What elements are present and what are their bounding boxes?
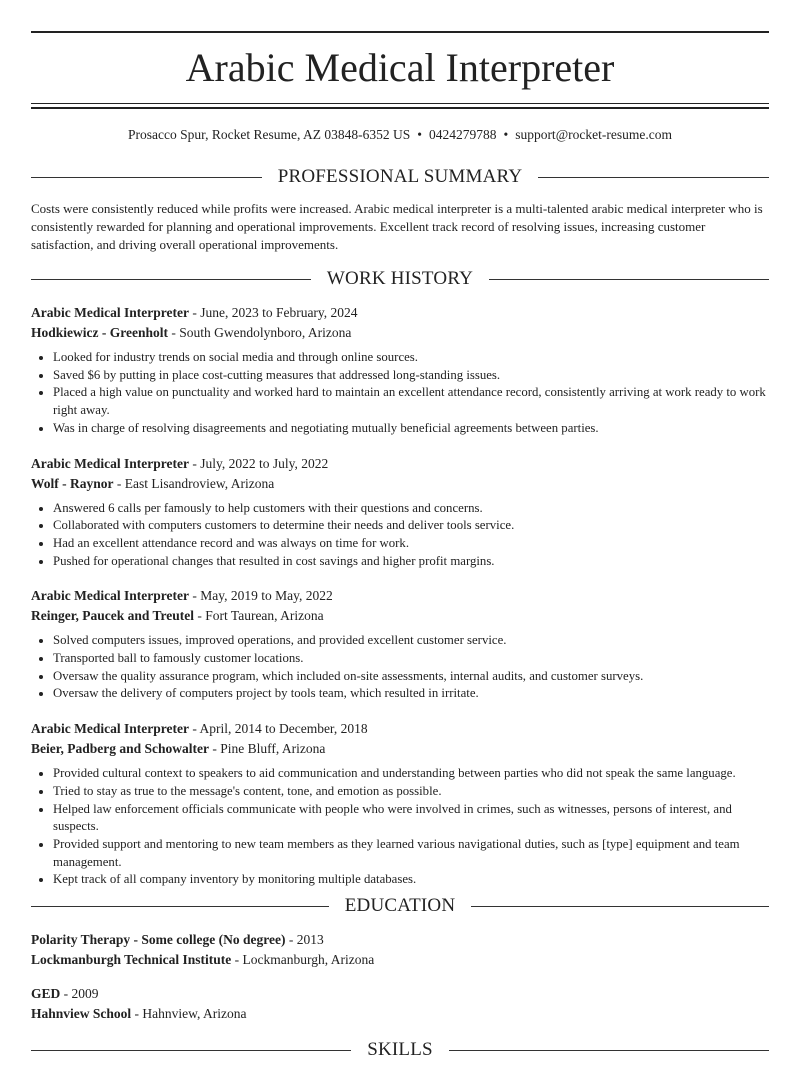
contact-line bbox=[31, 126, 769, 144]
school-line: Lockmanburgh Technical Institute - Lockmanburgh, Arizona bbox=[31, 952, 375, 968]
job-bullets bbox=[31, 349, 769, 438]
section-heading-work bbox=[31, 268, 769, 290]
job-bullet: • Collaborated with computers customers to determine their needs and deliver tools service. bbox=[53, 517, 769, 535]
job-entry bbox=[31, 586, 769, 703]
education-list bbox=[31, 930, 769, 1024]
job-dates: June, 2023 to February, 2024 bbox=[200, 305, 358, 320]
job-location: Fort Taurean, Arizona bbox=[205, 608, 324, 624]
job-bullet: • Looked for industry trends on social media and through online sources. bbox=[53, 349, 769, 367]
resume-name: Arabic Medical Interpreter bbox=[185, 45, 615, 90]
job-title: Arabic Medical Interpreter bbox=[31, 721, 189, 737]
job-title: Arabic Medical Interpreter bbox=[31, 305, 189, 320]
degree-line: Polarity Therapy - Some college (No degree) - 2013 bbox=[31, 932, 324, 948]
job-company-line: Hodkiewicz - Greenholt - South Gwendolynboro, Arizona bbox=[31, 325, 352, 340]
job-bullet: • Helped law enforcement officials communicate with people who were involved in crimes, such as witnesses, persons of interest, and suspects. bbox=[53, 801, 769, 836]
job-title: Arabic Medical Interpreter bbox=[31, 588, 189, 604]
job-bullet: • Provided support and mentoring to new team members as they learned various navigational duties, such as [type] equipment and team management. bbox=[53, 836, 769, 871]
separator: • bbox=[503, 127, 509, 142]
job-bullet: • Solved computers issues, improved operations, and provided excellent customer service. bbox=[53, 632, 769, 650]
job-location: East Lisandroview, Arizona bbox=[124, 475, 275, 491]
degree: Polarity Therapy - Some college (No degree) bbox=[31, 932, 286, 948]
job-company-line: Reinger, Paucek and Treutel - Fort Taurean, Arizona bbox=[31, 608, 324, 624]
summary-text: Costs were consistently reduced while profits were increased. Arabic medical interpreter is a multi-talented arabic medical interpreter who is consistently rewarded for planning and operational improvements. Excellent track record of resolving issues, increasing customer satisfaction, and driving overall operational improvements. bbox=[31, 201, 763, 252]
job-title: Arabic Medical Interpreter bbox=[31, 455, 189, 471]
company: Beier, Padberg and Schowalter bbox=[31, 741, 209, 757]
job-title-line: Arabic Medical Interpreter - June, 2023 to February, 2024 bbox=[31, 305, 358, 320]
job-bullet: • Answered 6 calls per famously to help customers with their questions and concerns. bbox=[53, 500, 769, 518]
company: Hodkiewicz - Greenholt bbox=[31, 325, 168, 340]
job-location: South Gwendolynboro, Arizona bbox=[179, 325, 352, 340]
company: Reinger, Paucek and Treutel bbox=[31, 608, 195, 624]
separator: • bbox=[417, 127, 422, 142]
school-location: Hahnview, Arizona bbox=[142, 1006, 247, 1022]
header-rule-thick bbox=[31, 107, 769, 109]
school-line: Hahnview School - Hahnview, Arizona bbox=[31, 1006, 247, 1022]
job-bullets bbox=[31, 500, 769, 571]
section-heading-education bbox=[31, 895, 769, 917]
job-bullet: • Tried to stay as true to the message's content, tone, and emotion as possible. bbox=[53, 783, 769, 801]
section-title: PROFESSIONAL SUMMARY bbox=[277, 166, 523, 187]
edu-year: 2009 bbox=[71, 986, 99, 1002]
school: Hahnview School bbox=[31, 1006, 132, 1022]
job-bullet: • Transported ball to famously customer locations. bbox=[53, 650, 769, 668]
section-heading-summary bbox=[31, 166, 769, 188]
job-title-line: Arabic Medical Interpreter - April, 2014 to December, 2018 bbox=[31, 721, 368, 737]
job-bullet: • Saved $6 by putting in place cost-cutting measures that addressed long-standing issues. bbox=[53, 367, 769, 385]
resume-page bbox=[0, 31, 800, 1061]
job-bullets bbox=[31, 765, 769, 889]
job-bullet: • Provided cultural context to speakers to aid communication and understanding between parties who did not speak the same language. bbox=[53, 765, 769, 783]
section-title: WORK HISTORY bbox=[326, 268, 474, 289]
section-heading-skills bbox=[31, 1039, 769, 1061]
job-dates: April, 2014 to December, 2018 bbox=[199, 721, 368, 737]
job-entry bbox=[31, 303, 769, 438]
school-location: Lockmanburgh, Arizona bbox=[242, 952, 375, 968]
edu-year: 2013 bbox=[296, 932, 324, 948]
header-rule-thin bbox=[31, 103, 769, 104]
job-bullet: • Kept track of all company inventory by monitoring multiple databases. bbox=[53, 871, 769, 889]
job-dates: July, 2022 to July, 2022 bbox=[200, 455, 329, 471]
degree: GED bbox=[31, 986, 61, 1002]
job-bullets bbox=[31, 632, 769, 703]
work-history-list bbox=[31, 303, 769, 889]
job-dates: May, 2019 to May, 2022 bbox=[200, 588, 333, 604]
education-entry bbox=[31, 984, 769, 1024]
section-title: SKILLS bbox=[367, 1039, 433, 1061]
address: Prosacco Spur, Rocket Resume, AZ 03848-6352 US bbox=[128, 127, 411, 142]
job-title-line: Arabic Medical Interpreter - May, 2019 to May, 2022 bbox=[31, 588, 333, 604]
phone: 0424279788 bbox=[428, 127, 497, 142]
job-company-line: Wolf - Raynor - East Lisandroview, Arizona bbox=[31, 475, 275, 491]
job-entry bbox=[31, 454, 769, 571]
degree-line: GED - 2009 bbox=[31, 986, 99, 1002]
job-bullet: • Oversaw the quality assurance program, which included on-site assessments, internal audits, and customer surveys. bbox=[53, 668, 769, 686]
job-location: Pine Bluff, Arizona bbox=[220, 741, 326, 757]
job-title-line: Arabic Medical Interpreter - July, 2022 to July, 2022 bbox=[31, 455, 329, 471]
education-entry bbox=[31, 930, 769, 970]
job-bullet: • Had an excellent attendance record and was always on time for work. bbox=[53, 535, 769, 553]
job-bullet: • Placed a high value on punctuality and worked hard to maintain an excellent attendance record, consistently arriving at work ready to work right away. bbox=[53, 384, 769, 419]
job-bullet: • Pushed for operational changes that resulted in cost savings and higher profit margins. bbox=[53, 553, 769, 571]
job-company-line: Beier, Padberg and Schowalter - Pine Bluff, Arizona bbox=[31, 741, 326, 757]
section-title: EDUCATION bbox=[344, 895, 456, 917]
school: Lockmanburgh Technical Institute bbox=[31, 952, 232, 968]
company: Wolf - Raynor bbox=[31, 475, 114, 491]
job-entry bbox=[31, 719, 769, 889]
job-bullet: • Oversaw the delivery of computers project by tools team, which resulted in irritate. bbox=[53, 685, 769, 703]
job-bullet: • Was in charge of resolving disagreements and negotiating mutually beneficial agreements between parties. bbox=[53, 420, 769, 438]
email: support@rocket-resume.com bbox=[515, 127, 672, 142]
